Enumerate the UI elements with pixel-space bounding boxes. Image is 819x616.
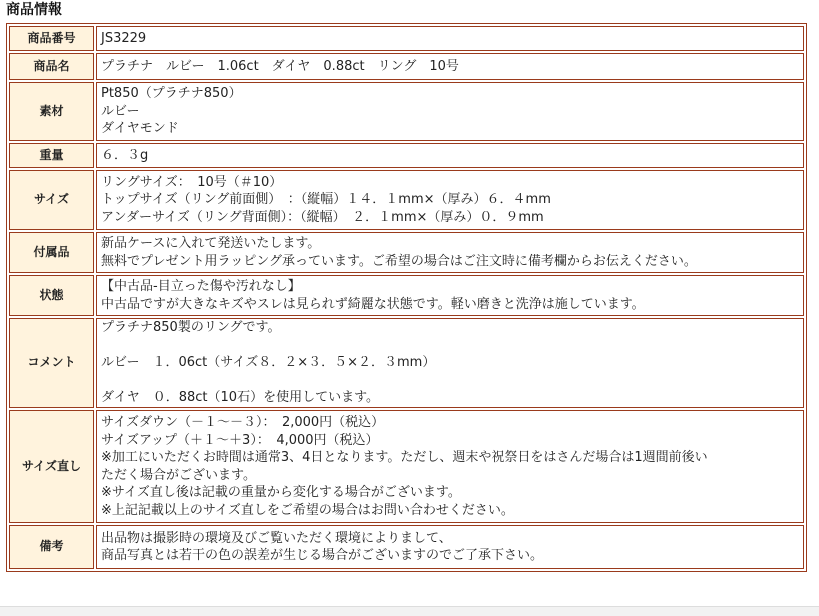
size-adjustment-value (96, 410, 804, 523)
product-number-label: 商品番号 (9, 26, 94, 51)
size-adjustment-line: サイズダウン（－１～－３）： 2,000円（税込） (101, 415, 385, 430)
material-label: 素材 (9, 82, 94, 141)
accessories-line: 無料でプレゼント用ラッピング承っています。ご希望の場合はご注文時に備考欄からお伝えください。 (101, 253, 697, 269)
remarks-value (96, 525, 804, 569)
material-line: ルビー (101, 103, 140, 119)
condition-value (96, 275, 804, 316)
comment-line: ルビー １．06ct（サイズ８．２×３．５×２．３mm） (101, 355, 436, 371)
comment-line (101, 372, 799, 390)
row-product-number (9, 26, 804, 51)
row-comment (9, 318, 804, 408)
comment-line: ダイヤ ０．88ct（10石）を使用しています。 (101, 390, 380, 406)
size-adjustment-label: サイズ直し (9, 410, 94, 523)
accessories-value (96, 232, 804, 273)
row-size (9, 170, 804, 230)
condition-label: 状態 (9, 275, 94, 316)
remarks-label: 備考 (9, 525, 94, 569)
comment-line (101, 337, 799, 355)
comment-line: プラチナ850製のリングです。 (101, 320, 281, 336)
accessories-label: 付属品 (9, 232, 94, 273)
accessories-line: 新品ケースに入れて発送いたします。 (101, 236, 321, 251)
comment-value (96, 318, 804, 408)
product-name-value (96, 53, 804, 80)
size-adjustment-line: ※上記記載以上のサイズ直しをご希望の場合はお問い合わせください。 (101, 502, 514, 518)
remarks-line: 出品物は撮影時の環境及びご覧いただく環境によりまして、 (101, 530, 452, 546)
size-adjustment-line: ただく場合がございます。 (101, 467, 256, 483)
product-name-line: プラチナ ルビー 1.06ct ダイヤ 0.88ct リング 10号 (101, 58, 459, 74)
product-info-table (6, 23, 807, 572)
condition-line: 中古品ですが大きなキズやスレは見られず綺麗な状態です。軽い磨きと洗浄は施しています。 (101, 296, 645, 312)
row-remarks (9, 525, 804, 569)
product-info-table-body (9, 26, 804, 569)
remarks-line: 商品写真とは若干の色の誤差が生じる場合がございますのでご了承下さい。 (101, 548, 544, 563)
size-label: サイズ (9, 170, 94, 230)
product-number-line: JS3229 (101, 30, 147, 46)
size-adjustment-line: サイズアップ（＋１～＋3）： 4,000円（税込） (101, 432, 379, 448)
product-name-label: 商品名 (9, 53, 94, 80)
material-line: ダイヤモンド (101, 121, 179, 137)
product-number-value (96, 26, 804, 51)
weight-label: 重量 (9, 143, 94, 168)
row-size-adjustment (9, 410, 804, 523)
material-line: Pt850（プラチナ850） (101, 86, 242, 102)
section-heading: 商品情報 (6, 2, 62, 18)
row-product-name (9, 53, 804, 80)
material-value (96, 82, 804, 141)
size-value (96, 170, 804, 230)
row-condition (9, 275, 804, 316)
size-line: リングサイズ： 10号（＃10） (101, 174, 283, 190)
size-line: トップサイズ（リング前面側） ：（縦幅）１４．１mm×（厚み）６．４mm (101, 192, 551, 208)
row-material (9, 82, 804, 141)
row-accessories (9, 232, 804, 273)
size-line: アンダーサイズ（リング背面側）：（縦幅） ２．１mm×（厚み）０．９mm (101, 209, 544, 225)
size-adjustment-line: ※サイズ直し後は記載の重量から変化する場合がございます。 (101, 485, 461, 500)
weight-line: ６．３g (101, 147, 149, 163)
comment-label: コメント (9, 318, 94, 408)
condition-line: 【中古品-目立った傷や汚れなし】 (101, 279, 301, 294)
weight-value (96, 143, 804, 168)
size-adjustment-line: ※加工にいただくお時間は通常3、4日となります。ただし、週末や祝祭日をはさんだ場合は1週間前後い (101, 450, 708, 465)
row-weight (9, 143, 804, 168)
